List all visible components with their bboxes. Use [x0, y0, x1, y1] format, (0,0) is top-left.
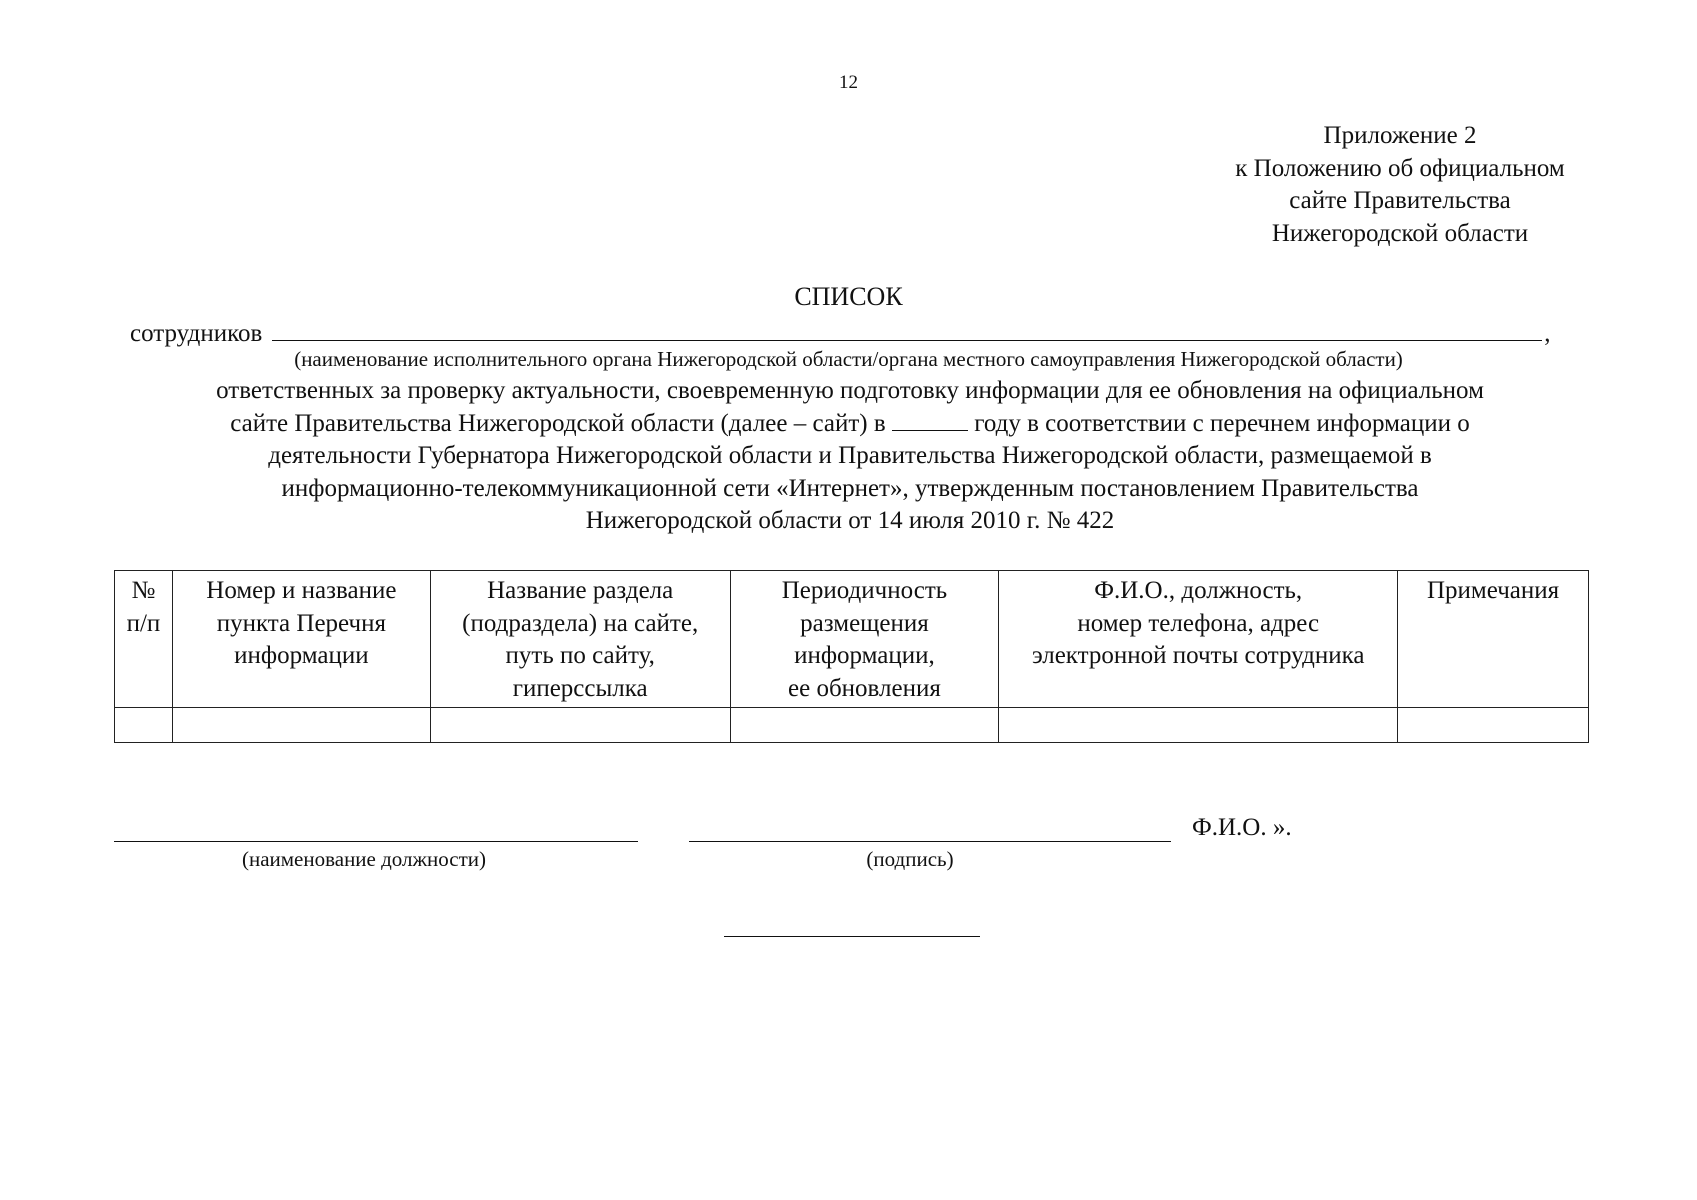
- table-cell[interactable]: [1398, 708, 1589, 743]
- appendix-line: к Положению об официальном: [1235, 154, 1565, 182]
- paragraph-line: ответственных за проверку актуальности, своевременную подготовку информации для ее обновления на официальном: [216, 377, 1484, 404]
- staff-table: [114, 570, 1589, 743]
- column-header-notes: Примечания: [1398, 571, 1589, 708]
- column-header-number: № п/п: [115, 571, 173, 708]
- table-cell[interactable]: [115, 708, 173, 743]
- closing-separator-line: [724, 936, 980, 937]
- position-caption: (наименование должности): [241, 847, 487, 871]
- signature-caption: (подпись): [866, 847, 954, 871]
- paragraph-line: [120, 408, 1580, 441]
- paragraph-text: году в соответствии с перечнем информации о: [974, 409, 1470, 437]
- paragraph-line: Нижегородской области от 14 июля 2010 г. № 422: [585, 507, 1115, 534]
- organization-blank-field[interactable]: [272, 316, 1542, 341]
- appendix-block: [1160, 120, 1640, 250]
- signature-blank-line[interactable]: [689, 841, 1171, 842]
- column-header-section: Название раздела (подраздела) на сайте, путь по сайту, гиперссылка: [430, 571, 730, 708]
- document-title: СПИСОК: [794, 282, 903, 311]
- table-cell[interactable]: [730, 708, 999, 743]
- paragraph-line: деятельности Губернатора Нижегородской области и Правительства Нижегородской области, размещаемой в: [268, 442, 1432, 469]
- table-cell[interactable]: [999, 708, 1398, 743]
- employees-line: [130, 316, 1590, 348]
- appendix-line: Приложение 2: [1323, 122, 1477, 149]
- signature-area: [0, 800, 1697, 980]
- fio-label: Ф.И.О. ».: [1192, 814, 1292, 841]
- table-row: [115, 708, 1589, 743]
- paragraph-line: информационно-телекоммуникационной сети «Интернет», утвержденным постановлением Правительства: [281, 474, 1419, 502]
- paragraph-text: сайте Правительства Нижегородской области (далее – сайт) в: [230, 409, 886, 437]
- column-header-item: Номер и название пункта Перечня информации: [172, 571, 430, 708]
- page-number: 12: [839, 72, 858, 93]
- table-cell[interactable]: [430, 708, 730, 743]
- column-header-employee: Ф.И.О., должность, номер телефона, адрес электронной почты сотрудника: [999, 571, 1398, 708]
- organization-hint: (наименование исполнительного органа Нижегородской области/органа местного самоуправления Нижегородской области): [294, 347, 1403, 371]
- appendix-line: сайте Правительства: [1289, 187, 1511, 214]
- employees-label: сотрудников: [130, 320, 263, 347]
- appendix-line: Нижегородской области: [1271, 219, 1529, 247]
- year-blank-field[interactable]: [892, 408, 968, 431]
- column-header-periodicity: Периодичность размещения информации, ее обновления: [730, 571, 999, 708]
- table-cell[interactable]: [172, 708, 430, 743]
- table-header-row: [115, 571, 1589, 708]
- position-blank-line[interactable]: [114, 841, 638, 842]
- employees-comma: ,: [1544, 320, 1551, 347]
- description-paragraph: [120, 375, 1580, 538]
